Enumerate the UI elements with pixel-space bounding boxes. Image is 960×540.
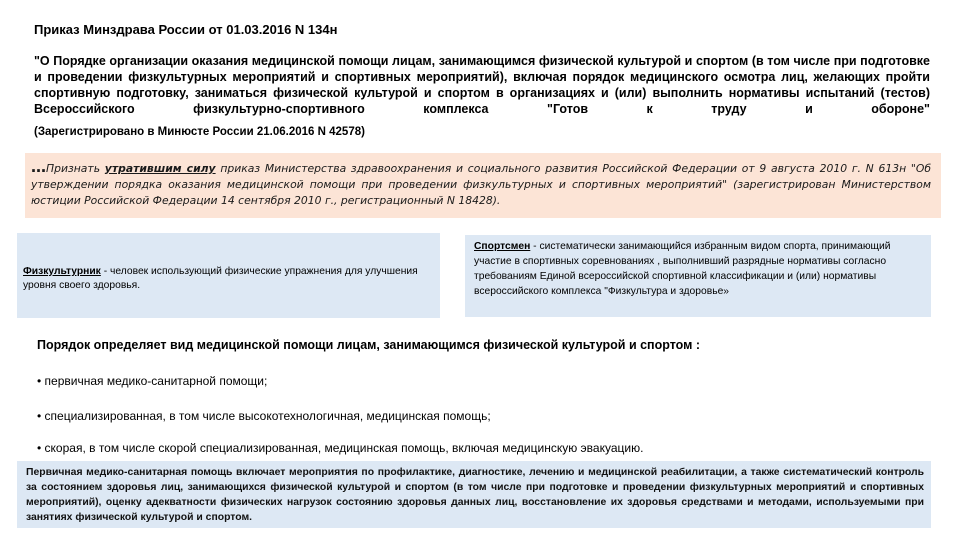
definition-text: - систематически занимающийся избранным видом спорта, принимающий участие в спортивных соревнованиях , выполнивший разрядные нормативы согласно требованиям Единой всероссийской спортивной классификации и (или) нормативы всероссийского комплекса "Физкультура и здоровье» xyxy=(474,241,891,297)
definition-term: Спортсмен xyxy=(474,241,531,252)
list-item: • первичная медико-санитарной помощи; xyxy=(37,374,268,388)
definition-text: - человек использующий физические упражнения для улучшения уровня своего здоровья. xyxy=(23,266,418,291)
order-heading: Порядок определяет вид медицинской помощи лицам, занимающимся физической культурой и спортом : xyxy=(37,338,701,352)
primary-care-box: Первичная медико-санитарная помощь включает мероприятия по профилактике, диагностике, лечению и медицинской реабилитации, а также систематический контроль за состоянием здоровья лиц, занимающихся физической культурой и спортом (в том числе при подготовке и проведении физкультурных мероприятий и спортивных мероприятий), оценку адекватности физических нагрузок состоянию здоровья данных лиц, восстановление их здоровья средствами и методами, используемыми при занятиях физической культурой и спортом. xyxy=(17,461,931,528)
repeal-text: приказ Министерства здравоохранения и социального развития Российской Федерации от 9 августа 2010 г. N 613н "Об утверждении порядка оказания медицинской помощи при проведении физкультурных и спортивных мероприятий" (зарегистрирован Министерством юстиции Российской Федерации 14 сентября 2010 г., регистрационный N 18428). xyxy=(31,162,931,207)
ellipsis: … xyxy=(31,158,46,176)
definition-fizkulturnik xyxy=(17,233,440,318)
repeal-underlined: утратившим силу xyxy=(104,162,216,175)
order-full-title: "О Порядке организации оказания медицинской помощи лицам, занимающимся физической культурой и спортом (в том числе при подготовке и проведении физкультурных мероприятий и спортивных мероприятий), включая порядок медицинского осмотра лиц, желающих пройти спортивную подготовку, заниматься физической культурой и спортом в организациях и (или) выполнить нормативы испытаний (тестов) Всероссийского физкультурно-спортивного комплекса "Готов к труду и обороне" xyxy=(34,54,930,116)
registration-note: (Зарегистрировано в Минюсте России 21.06.2016 N 42578) xyxy=(34,126,365,138)
repeal-note-box xyxy=(25,153,941,218)
document-title: Приказ Минздрава России от 01.03.2016 N 134н xyxy=(34,22,338,37)
repeal-lead: Признать xyxy=(46,162,105,175)
definition-sportsman xyxy=(465,235,931,317)
list-item: • специализированная, в том числе высокотехнологичная, медицинская помощь; xyxy=(37,409,491,423)
list-item: • скорая, в том числе скорой специализированная, медицинская помощь, включая медицинскую эвакуацию. xyxy=(37,441,644,455)
definition-term: Физкультурник xyxy=(23,266,101,277)
